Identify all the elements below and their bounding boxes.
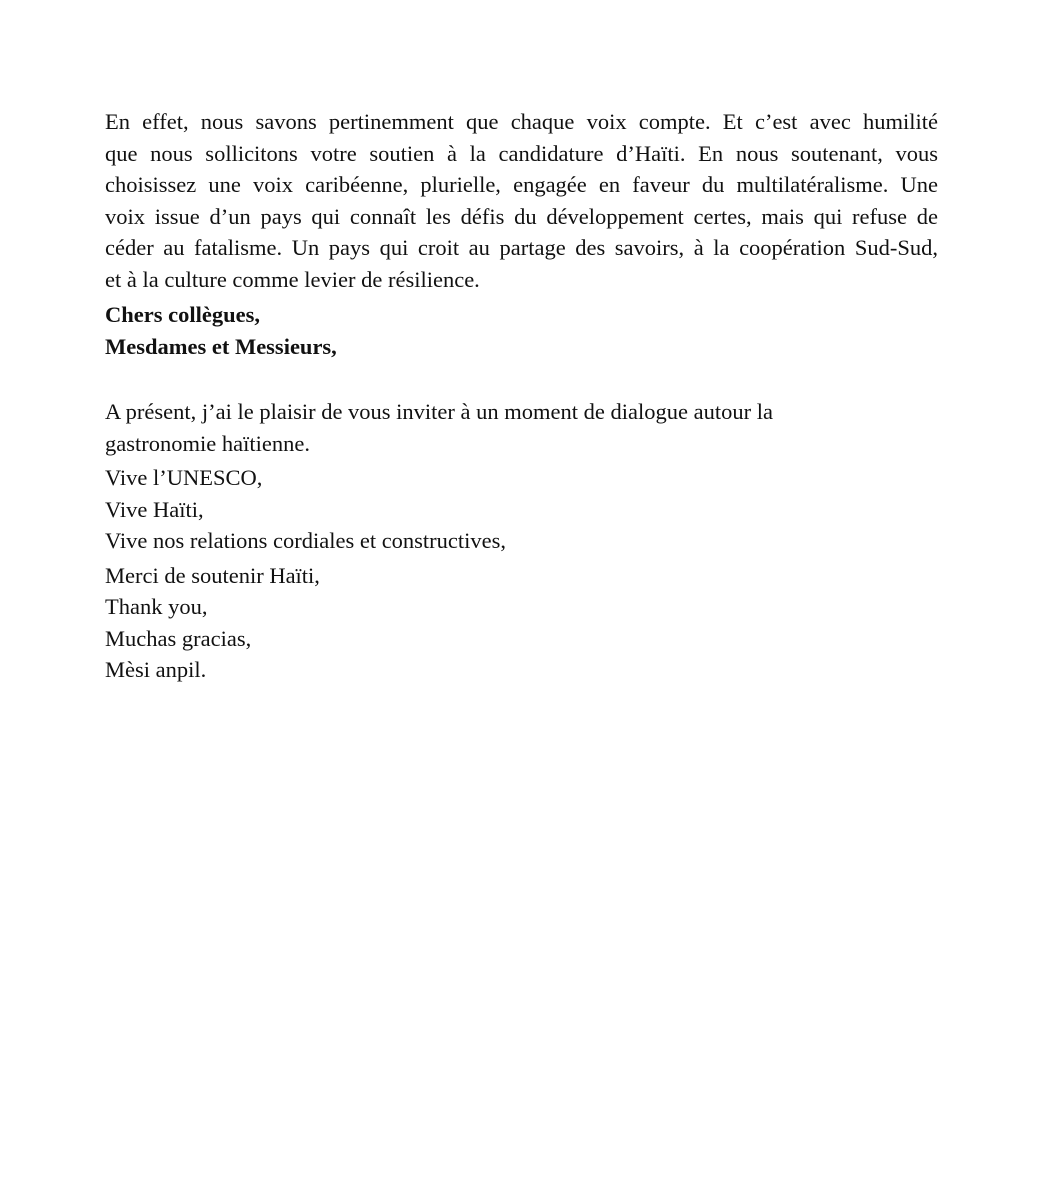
closing-line: Thank you, (105, 594, 208, 619)
paragraph-line: En effet, nous savons pertinemment que chaque voix compte. Et c’est avec humilité (105, 109, 938, 134)
salutation (105, 299, 938, 362)
paragraph-line: céder au fatalisme. Un pays qui croit au partage des savoirs, à la coopération Sud-Sud, (105, 235, 938, 260)
paragraph-line: gastronomie haïtienne. (105, 430, 310, 456)
document-page (105, 106, 938, 686)
salutation-colleagues: Chers collègues, (105, 302, 260, 327)
paragraph-support-request (105, 106, 938, 295)
paragraph-line: voix issue d’un pays qui connaît les défis du développement certes, mais qui refuse de (105, 203, 938, 229)
closing-vive (105, 462, 938, 557)
closing-line: Vive l’UNESCO, (105, 465, 263, 490)
closing-line: Vive nos relations cordiales et constructives, (105, 528, 507, 553)
closing-thanks (105, 560, 938, 686)
closing-line: Merci de soutenir Haïti, (105, 562, 320, 588)
paragraph-line: A présent, j’ai le plaisir de vous inviter à un moment de dialogue autour la (105, 399, 773, 424)
paragraph-invitation (105, 396, 938, 459)
paragraph-line: et à la culture comme levier de résilience. (105, 266, 480, 292)
paragraph-line: que nous sollicitons votre soutien à la candidature d’Haïti. En nous soutenant, vous (105, 140, 938, 166)
closing-line: Muchas gracias, (105, 625, 252, 651)
paragraph-line: choisissez une voix caribéenne, plurielle, engagée en faveur du multilatéralisme. Une (105, 172, 938, 197)
salutation-ladies-gentlemen: Mesdames et Messieurs, (105, 333, 337, 359)
closing-line: Vive Haïti, (105, 496, 204, 522)
closing-line: Mèsi anpil. (105, 657, 207, 682)
